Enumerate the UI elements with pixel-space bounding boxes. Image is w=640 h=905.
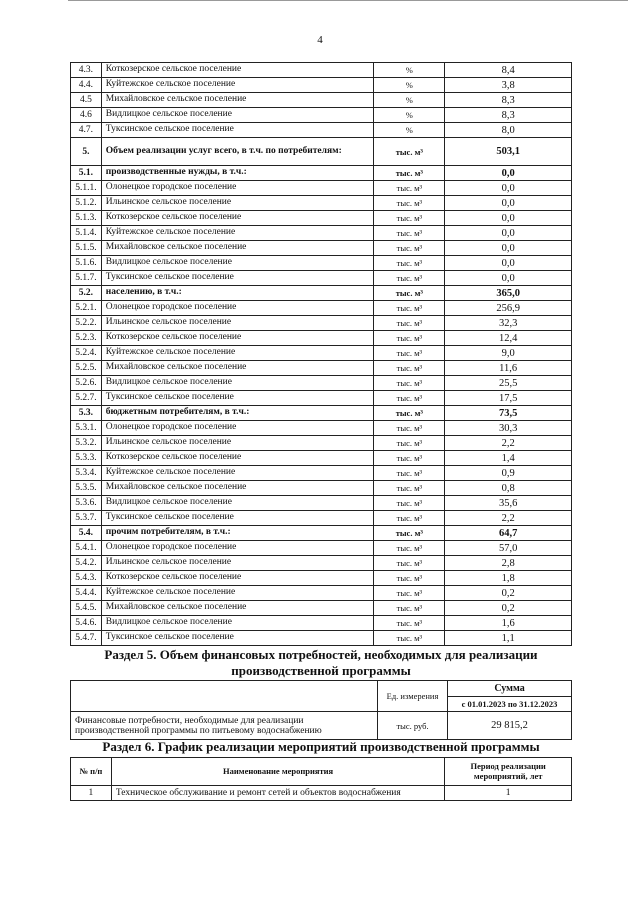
row-name: Ильинское сельское поселение	[101, 436, 374, 451]
row-name: Михайловское сельское поселение	[101, 481, 374, 496]
row-value: 1,1	[445, 631, 572, 646]
row-unit: тыс. м³	[374, 346, 445, 361]
table-row	[71, 211, 572, 226]
row-number: 5.1.3.	[71, 211, 102, 226]
table-row	[71, 166, 572, 181]
row-name: Видлицкое сельское поселение	[101, 376, 374, 391]
schedule-table	[70, 757, 572, 801]
table-row	[71, 123, 572, 138]
row-number: 5.4.3.	[71, 571, 102, 586]
row-value: 1,4	[445, 451, 572, 466]
row-value: 8,4	[445, 63, 572, 78]
schedule-row-num: 1	[71, 786, 112, 801]
schedule-header-name: Наименование мероприятия	[111, 758, 445, 786]
row-number: 5.	[71, 138, 102, 166]
row-value: 365,0	[445, 286, 572, 301]
row-name: Олонецкое городское поселение	[101, 541, 374, 556]
row-unit: %	[374, 123, 445, 138]
row-unit: тыс. м³	[374, 556, 445, 571]
indicators-table	[70, 62, 572, 646]
row-name: Михайловское сельское поселение	[101, 241, 374, 256]
row-unit: тыс. м³	[374, 301, 445, 316]
financial-header-row	[71, 681, 572, 697]
table-row	[71, 601, 572, 616]
row-name: Видлицкое сельское поселение	[101, 256, 374, 271]
row-unit: тыс. м³	[374, 526, 445, 541]
row-unit: тыс. м³	[374, 481, 445, 496]
row-number: 5.2.4.	[71, 346, 102, 361]
row-value: 8,3	[445, 93, 572, 108]
row-unit: тыс. м³	[374, 241, 445, 256]
row-number: 5.3.6.	[71, 496, 102, 511]
row-name: прочим потребителям, в т.ч.:	[101, 526, 374, 541]
row-name: Коткозерское сельское поселение	[101, 571, 374, 586]
row-number: 5.1.1.	[71, 181, 102, 196]
row-name: Ильинское сельское поселение	[101, 196, 374, 211]
row-number: 5.1.	[71, 166, 102, 181]
row-name: Туксинское сельское поселение	[101, 511, 374, 526]
table-row	[71, 571, 572, 586]
row-number: 5.1.6.	[71, 256, 102, 271]
row-number: 5.3.4.	[71, 466, 102, 481]
row-unit: тыс. м³	[374, 211, 445, 226]
row-name: Туксинское сельское поселение	[101, 271, 374, 286]
row-unit: тыс. м³	[374, 271, 445, 286]
schedule-header-period: Период реализации мероприятий, лет	[445, 758, 572, 786]
table-row	[71, 376, 572, 391]
row-value: 0,0	[445, 211, 572, 226]
row-value: 8,3	[445, 108, 572, 123]
table-row	[71, 271, 572, 286]
row-unit: тыс. м³	[374, 631, 445, 646]
row-value: 0,9	[445, 466, 572, 481]
row-number: 5.3.	[71, 406, 102, 421]
row-value: 2,8	[445, 556, 572, 571]
row-unit: тыс. м³	[374, 616, 445, 631]
table-row	[71, 421, 572, 436]
table-row	[71, 138, 572, 166]
row-number: 5.4.4.	[71, 586, 102, 601]
row-value: 25,5	[445, 376, 572, 391]
row-value: 64,7	[445, 526, 572, 541]
table-row	[71, 556, 572, 571]
table-row	[71, 541, 572, 556]
row-unit: тыс. м³	[374, 316, 445, 331]
table-row	[71, 616, 572, 631]
table-row	[71, 316, 572, 331]
row-value: 35,6	[445, 496, 572, 511]
row-value: 11,6	[445, 361, 572, 376]
row-value: 503,1	[445, 138, 572, 166]
financial-row-name: Финансовые потребности, необходимые для реализации производственной программы по питьевому водоснабжению	[71, 712, 378, 740]
row-number: 5.2.5.	[71, 361, 102, 376]
indicators-table-body	[71, 63, 572, 646]
row-number: 5.4.5.	[71, 601, 102, 616]
schedule-row-period: 1	[445, 786, 572, 801]
row-name: Куйтежское сельское поселение	[101, 466, 374, 481]
row-number: 5.4.	[71, 526, 102, 541]
row-name: Коткозерское сельское поселение	[101, 331, 374, 346]
row-unit: тыс. м³	[374, 361, 445, 376]
row-unit: тыс. м³	[374, 286, 445, 301]
row-name: Олонецкое городское поселение	[101, 301, 374, 316]
row-value: 2,2	[445, 436, 572, 451]
row-unit: тыс. м³	[374, 256, 445, 271]
schedule-header-num: № п/п	[71, 758, 112, 786]
row-number: 5.2.	[71, 286, 102, 301]
row-unit: тыс. м³	[374, 196, 445, 211]
row-number: 5.1.4.	[71, 226, 102, 241]
row-value: 1,8	[445, 571, 572, 586]
page-number: 4	[317, 34, 323, 46]
row-value: 8,0	[445, 123, 572, 138]
row-name: Михайловское сельское поселение	[101, 601, 374, 616]
row-name: Объем реализации услуг всего, в т.ч. по потребителям:	[101, 138, 374, 166]
row-number: 5.4.7.	[71, 631, 102, 646]
row-name: бюджетным потребителям, в т.ч.:	[101, 406, 374, 421]
table-row	[71, 451, 572, 466]
row-name: Видлицкое сельское поселение	[101, 108, 374, 123]
row-unit: тыс. м³	[374, 586, 445, 601]
row-name: Коткозерское сельское поселение	[101, 211, 374, 226]
row-number: 5.4.2.	[71, 556, 102, 571]
row-value: 0,2	[445, 586, 572, 601]
table-row	[71, 391, 572, 406]
table-row	[71, 196, 572, 211]
row-unit: тыс. м³	[374, 466, 445, 481]
row-name: Михайловское сельское поселение	[101, 93, 374, 108]
table-row	[71, 331, 572, 346]
row-number: 5.3.2.	[71, 436, 102, 451]
row-number: 5.1.2.	[71, 196, 102, 211]
row-name: Ильинское сельское поселение	[101, 556, 374, 571]
row-unit: %	[374, 63, 445, 78]
section-5-title	[70, 647, 572, 679]
row-name: Олонецкое городское поселение	[101, 181, 374, 196]
row-unit: %	[374, 108, 445, 123]
row-unit: тыс. м³	[374, 451, 445, 466]
row-unit: тыс. м³	[374, 496, 445, 511]
row-unit: тыс. м³	[374, 376, 445, 391]
row-value: 32,3	[445, 316, 572, 331]
schedule-row-name: Техническое обслуживание и ремонт сетей и объектов водоснабжения	[111, 786, 445, 801]
schedule-header-row	[71, 758, 572, 786]
row-unit: тыс. м³	[374, 138, 445, 166]
table-row	[71, 436, 572, 451]
row-value: 73,5	[445, 406, 572, 421]
row-unit: тыс. м³	[374, 511, 445, 526]
row-unit: тыс. м³	[374, 391, 445, 406]
row-value: 0,8	[445, 481, 572, 496]
row-value: 30,3	[445, 421, 572, 436]
row-number: 4.6	[71, 108, 102, 123]
financial-header-unit: Ед. измерения	[378, 681, 448, 712]
row-value: 0,0	[445, 271, 572, 286]
row-name: Куйтежское сельское поселение	[101, 346, 374, 361]
table-row	[71, 481, 572, 496]
row-number: 5.1.7.	[71, 271, 102, 286]
financial-header-sum: Сумма	[448, 681, 572, 697]
financial-header-blank	[71, 681, 378, 712]
row-unit: тыс. м³	[374, 571, 445, 586]
table-row	[71, 108, 572, 123]
row-value: 256,9	[445, 301, 572, 316]
row-value: 0,0	[445, 226, 572, 241]
row-name: производственные нужды, в т.ч.:	[101, 166, 374, 181]
financial-data-row	[71, 712, 572, 740]
table-row	[71, 466, 572, 481]
table-row	[71, 586, 572, 601]
table-row	[71, 346, 572, 361]
row-value: 0,0	[445, 256, 572, 271]
table-row	[71, 226, 572, 241]
row-unit: тыс. м³	[374, 421, 445, 436]
row-unit: тыс. м³	[374, 331, 445, 346]
row-name: Куйтежское сельское поселение	[101, 78, 374, 93]
row-name: Видлицкое сельское поселение	[101, 616, 374, 631]
section-5-title-line1: Раздел 5. Объем финансовых потребностей, необходимых для реализации	[104, 647, 538, 662]
financial-header-period: с 01.01.2023 по 31.12.2023	[448, 697, 572, 712]
row-unit: %	[374, 78, 445, 93]
row-number: 5.3.1.	[71, 421, 102, 436]
financial-row-unit: тыс. руб.	[378, 712, 448, 740]
row-value: 2,2	[445, 511, 572, 526]
row-name: Олонецкое городское поселение	[101, 421, 374, 436]
row-value: 9,0	[445, 346, 572, 361]
page-top-rule	[68, 0, 628, 1]
row-value: 3,8	[445, 78, 572, 93]
row-name: Туксинское сельское поселение	[101, 391, 374, 406]
row-unit: тыс. м³	[374, 601, 445, 616]
table-row	[71, 63, 572, 78]
financial-needs-table	[70, 680, 572, 740]
table-row	[71, 286, 572, 301]
row-value: 0,0	[445, 181, 572, 196]
row-number: 5.4.6.	[71, 616, 102, 631]
section-6-title: Раздел 6. График реализации мероприятий производственной программы	[102, 739, 540, 754]
table-row	[71, 256, 572, 271]
row-number: 4.5	[71, 93, 102, 108]
table-row	[71, 496, 572, 511]
row-number: 5.2.1.	[71, 301, 102, 316]
row-name: Куйтежское сельское поселение	[101, 586, 374, 601]
table-row	[71, 361, 572, 376]
table-row	[71, 301, 572, 316]
row-value: 17,5	[445, 391, 572, 406]
row-number: 5.4.1.	[71, 541, 102, 556]
row-unit: тыс. м³	[374, 406, 445, 421]
row-name: Коткозерское сельское поселение	[101, 451, 374, 466]
row-unit: тыс. м³	[374, 226, 445, 241]
row-unit: тыс. м³	[374, 436, 445, 451]
row-number: 5.1.5.	[71, 241, 102, 256]
row-number: 5.2.6.	[71, 376, 102, 391]
row-number: 4.3.	[71, 63, 102, 78]
row-number: 5.2.7.	[71, 391, 102, 406]
row-name: Куйтежское сельское поселение	[101, 226, 374, 241]
table-row	[71, 406, 572, 421]
row-number: 4.4.	[71, 78, 102, 93]
row-number: 5.3.5.	[71, 481, 102, 496]
row-unit: тыс. м³	[374, 166, 445, 181]
table-row	[71, 631, 572, 646]
row-unit: %	[374, 93, 445, 108]
schedule-row	[71, 786, 572, 801]
row-number: 5.2.2.	[71, 316, 102, 331]
row-value: 0,0	[445, 196, 572, 211]
table-row	[71, 93, 572, 108]
row-value: 0,0	[445, 241, 572, 256]
table-row	[71, 78, 572, 93]
row-value: 0,0	[445, 166, 572, 181]
row-value: 1,6	[445, 616, 572, 631]
row-value: 57,0	[445, 541, 572, 556]
row-value: 12,4	[445, 331, 572, 346]
table-row	[71, 511, 572, 526]
table-row	[71, 526, 572, 541]
row-name: населению, в т.ч.:	[101, 286, 374, 301]
row-name: Туксинское сельское поселение	[101, 631, 374, 646]
row-name: Михайловское сельское поселение	[101, 361, 374, 376]
row-name: Ильинское сельское поселение	[101, 316, 374, 331]
section-5-title-line2: производственной программы	[231, 663, 411, 678]
row-number: 5.3.7.	[71, 511, 102, 526]
row-name: Туксинское сельское поселение	[101, 123, 374, 138]
row-unit: тыс. м³	[374, 541, 445, 556]
financial-row-value: 29 815,2	[448, 712, 572, 740]
row-name: Видлицкое сельское поселение	[101, 496, 374, 511]
row-number: 5.3.3.	[71, 451, 102, 466]
row-value: 0,2	[445, 601, 572, 616]
row-unit: тыс. м³	[374, 181, 445, 196]
table-row	[71, 241, 572, 256]
row-number: 5.2.3.	[71, 331, 102, 346]
table-row	[71, 181, 572, 196]
row-number: 4.7.	[71, 123, 102, 138]
row-name: Коткозерское сельское поселение	[101, 63, 374, 78]
